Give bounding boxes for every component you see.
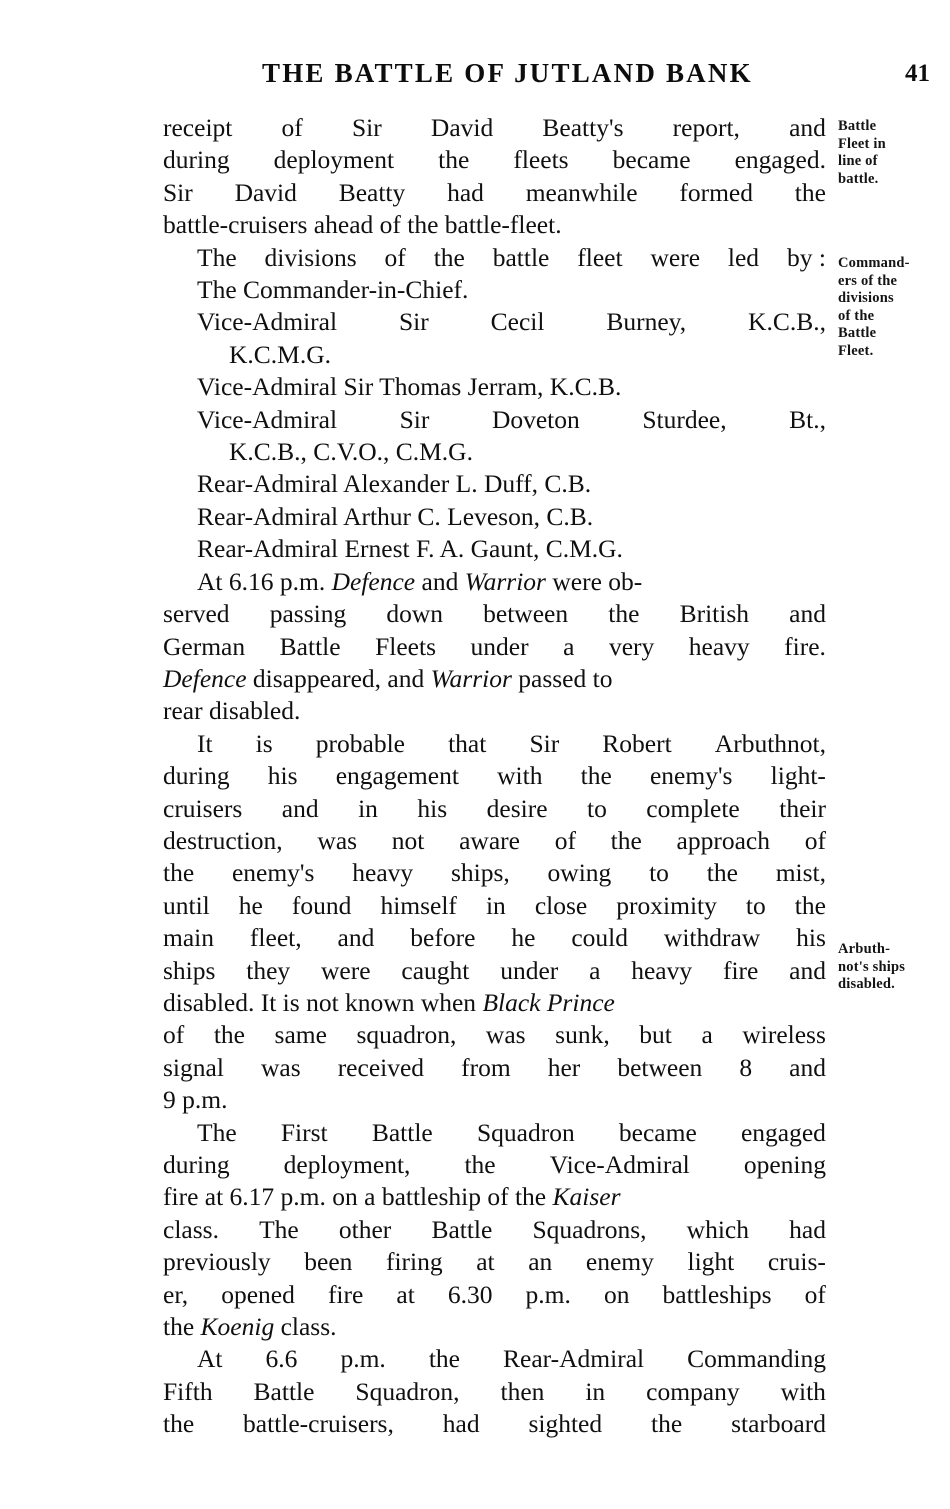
- word: receipt: [163, 113, 233, 142]
- word: destruction,: [163, 825, 283, 855]
- word: British: [679, 599, 749, 629]
- word: his: [267, 761, 298, 791]
- word: deployment: [273, 145, 395, 175]
- paragraph: [163, 112, 826, 242]
- word: could: [571, 923, 628, 953]
- text-line: rear disabled.: [163, 696, 301, 726]
- text-line: [163, 728, 826, 760]
- list-item: Rear-Admiral Alexander L. Duff, C.B.: [197, 469, 592, 499]
- word: Sir: [399, 404, 430, 434]
- word: Battle: [431, 1214, 493, 1244]
- ship-name: Defence: [331, 566, 416, 596]
- word: engaged: [740, 1117, 826, 1147]
- word: the: [428, 1344, 460, 1374]
- text-line: [163, 1181, 826, 1213]
- word: under: [470, 631, 529, 661]
- word: a: [589, 955, 601, 985]
- sidenote-line: not's ships: [838, 958, 906, 975]
- word: at: [476, 1247, 495, 1277]
- word: wireless: [742, 1020, 826, 1050]
- page-number: 41: [905, 60, 930, 87]
- text-run: were ob-: [545, 566, 643, 596]
- word: of: [554, 825, 576, 855]
- word: were: [321, 955, 371, 985]
- word: Cecil: [490, 307, 545, 337]
- word: Vice-Admiral: [197, 404, 338, 434]
- word: The: [197, 242, 237, 272]
- word: aware: [459, 825, 520, 855]
- word: found: [291, 890, 352, 920]
- text-run: and: [415, 566, 465, 596]
- sidenote-line: Battle: [838, 325, 877, 341]
- word: the: [580, 761, 612, 791]
- word: down: [386, 599, 444, 629]
- word: of: [804, 825, 826, 855]
- text-line: [163, 987, 826, 1019]
- word: fire: [327, 1279, 364, 1309]
- word: himself: [380, 890, 457, 920]
- text-run: class.: [274, 1312, 337, 1342]
- word: they: [246, 955, 291, 985]
- word: probable: [315, 728, 405, 758]
- word: with: [780, 1376, 826, 1406]
- text-line: [163, 631, 826, 663]
- word: sighted: [528, 1409, 603, 1439]
- word: on: [603, 1279, 630, 1309]
- word: the: [706, 858, 738, 888]
- sidenote-line: Fleet in: [838, 135, 886, 152]
- word: report,: [672, 113, 740, 142]
- word: the: [163, 858, 195, 888]
- word: was: [317, 825, 358, 855]
- ship-class: Kaiser: [552, 1182, 621, 1212]
- word: to: [745, 890, 766, 920]
- word: had: [442, 1409, 480, 1439]
- text-line: [163, 922, 826, 954]
- word: Beatty's: [542, 113, 624, 142]
- word: were: [650, 242, 701, 272]
- list-item-cont: K.C.M.G.: [229, 339, 332, 369]
- commanders-list: [163, 306, 826, 565]
- text-line: [163, 1311, 826, 1343]
- sidenote-line: Command-: [838, 255, 910, 271]
- word: the: [608, 599, 640, 629]
- word: meanwhile: [525, 177, 638, 207]
- word: First: [280, 1117, 328, 1147]
- word: Robert: [602, 728, 672, 758]
- word: the: [213, 1020, 245, 1050]
- word: Battle: [253, 1376, 315, 1406]
- word: Arbuthnot,: [714, 728, 826, 758]
- word: and: [789, 599, 826, 629]
- word: served: [163, 599, 230, 629]
- word: before: [410, 923, 476, 953]
- word: became: [618, 1117, 697, 1147]
- word: during: [163, 1150, 230, 1179]
- word: starboard: [731, 1409, 826, 1439]
- text-run: fire at 6.17 p.m. on a battleship of the: [163, 1182, 553, 1212]
- word: desire: [486, 793, 548, 823]
- text-line: 9 p.m.: [163, 1085, 228, 1115]
- word: p.m.: [525, 1279, 571, 1309]
- list-item: [163, 306, 826, 338]
- list-item: Rear-Admiral Ernest F. A. Gaunt, C.M.G.: [197, 534, 623, 564]
- word: Beatty: [338, 177, 406, 207]
- ship-name: Warrior: [430, 663, 512, 693]
- word: until: [163, 890, 210, 920]
- word: during: [163, 145, 230, 175]
- word: was: [260, 1052, 301, 1082]
- word: then: [500, 1376, 545, 1406]
- text-line: [163, 857, 826, 889]
- text-line: [163, 1343, 826, 1375]
- sidenote-line: Arbuth-: [838, 941, 891, 957]
- text-line: [163, 1052, 826, 1084]
- word: heavy: [352, 858, 414, 888]
- word: he: [511, 923, 536, 953]
- sidenote-line: disabled.: [838, 976, 896, 992]
- word: Fifth: [163, 1376, 213, 1406]
- word: and: [789, 113, 826, 142]
- word: to: [649, 858, 669, 888]
- text-line: [163, 177, 826, 209]
- word: and: [789, 955, 826, 985]
- word: is: [255, 728, 273, 758]
- text-line: [163, 1279, 826, 1311]
- word: Battle: [279, 631, 341, 661]
- text-line: The Commander-in-Chief.: [197, 275, 469, 305]
- text-line: [163, 1408, 826, 1440]
- text-line: [163, 1019, 826, 1051]
- word: close: [534, 890, 588, 920]
- word: received: [337, 1052, 425, 1082]
- word: sunk,: [555, 1020, 610, 1050]
- word: divisions: [264, 242, 357, 272]
- text-line: [163, 1149, 826, 1181]
- text-run: passed to: [511, 663, 613, 693]
- word: his: [417, 793, 448, 823]
- word: Sir: [351, 113, 382, 142]
- word: Sir: [398, 307, 429, 337]
- list-item-cont: K.C.B., C.V.O., C.M.G.: [229, 437, 473, 467]
- text-line: [163, 112, 826, 144]
- word: er,: [163, 1279, 189, 1309]
- sidenote-line: of the: [838, 307, 875, 324]
- word: under: [500, 955, 559, 985]
- word: light-: [770, 761, 826, 791]
- ship-name: Black Prince: [482, 987, 615, 1017]
- word: Squadron: [476, 1117, 575, 1147]
- text-line: [163, 1246, 826, 1278]
- word: enemy's: [649, 761, 733, 791]
- text-line: [163, 760, 826, 792]
- word: his: [796, 923, 826, 953]
- word: German: [163, 631, 246, 661]
- word: battleships: [662, 1279, 772, 1309]
- word: to: [586, 793, 607, 823]
- word: and: [281, 793, 319, 823]
- word: had: [789, 1214, 826, 1244]
- word: with: [497, 761, 543, 791]
- word: cruis-: [767, 1247, 826, 1277]
- word: passing: [269, 599, 347, 629]
- word: not: [391, 825, 425, 855]
- word: Doveton: [491, 404, 580, 434]
- text-line: [163, 793, 826, 825]
- word: squadron,: [356, 1020, 457, 1050]
- word: between: [483, 599, 569, 629]
- word: the: [438, 145, 470, 175]
- word: fleet: [577, 242, 623, 272]
- word: an: [528, 1247, 553, 1277]
- word: signal: [163, 1052, 224, 1082]
- ship-name: Defence: [163, 663, 247, 693]
- word: battle-cruisers,: [243, 1409, 394, 1439]
- word: Fleets: [375, 631, 436, 661]
- word: fleet,: [249, 923, 302, 953]
- word: engagement: [335, 761, 459, 791]
- word: opened: [221, 1279, 295, 1309]
- text-line: [163, 1214, 826, 1246]
- word: a: [563, 631, 575, 661]
- ship-name: Warrior: [464, 566, 546, 596]
- word: main: [163, 923, 214, 953]
- ship-class: Koenig: [200, 1312, 275, 1342]
- sidenote-line: battle.: [838, 170, 879, 187]
- word: class.: [163, 1214, 219, 1244]
- text-column: [163, 112, 826, 1441]
- word: Sir: [163, 177, 193, 207]
- word: p.m.: [340, 1344, 386, 1374]
- word: engaged.: [734, 145, 826, 175]
- word: he: [238, 890, 263, 920]
- paragraph: [163, 566, 826, 728]
- word: that: [448, 728, 487, 758]
- word: deployment,: [283, 1150, 411, 1179]
- text-line: [163, 1376, 826, 1408]
- word: had: [447, 177, 484, 207]
- word: cruisers: [163, 793, 243, 823]
- sidenote-line: Battle: [838, 118, 877, 134]
- word: the: [163, 1409, 195, 1439]
- word: company: [646, 1376, 740, 1406]
- word: owing: [547, 858, 612, 888]
- sidenote-line: line of: [838, 153, 878, 169]
- word: 8: [739, 1052, 753, 1082]
- sidenote-battle-fleet-line-of-battle: [838, 118, 948, 188]
- text-run: the: [163, 1312, 201, 1342]
- word: heavy: [688, 631, 750, 661]
- word: of: [163, 1020, 185, 1050]
- word: Squadrons,: [532, 1214, 647, 1244]
- word: heavy: [631, 955, 693, 985]
- word: and: [337, 923, 375, 953]
- word: the: [651, 1409, 683, 1439]
- word: by :: [786, 242, 826, 272]
- text-line: battle-cruisers ahead of the battle-fleet.: [163, 210, 562, 240]
- word: in: [358, 793, 378, 823]
- word: Sturdee,: [642, 404, 727, 434]
- word: formed: [679, 177, 753, 207]
- word: At: [197, 1344, 223, 1374]
- paragraph: [163, 242, 826, 307]
- word: same: [274, 1020, 327, 1050]
- running-head: [0, 58, 950, 98]
- word: from: [461, 1052, 511, 1082]
- sidenote-arbuthnot-ships-disabled: [838, 941, 948, 994]
- word: withdraw: [663, 923, 761, 953]
- word: fire: [722, 955, 759, 985]
- word: of: [384, 242, 406, 272]
- word: K.C.B.,: [748, 307, 826, 337]
- word: between: [617, 1052, 703, 1082]
- text-line: [163, 955, 826, 987]
- text-line: [163, 663, 826, 695]
- word: became: [612, 145, 691, 175]
- word: 6.30: [447, 1279, 493, 1309]
- sidenote-line: divisions: [838, 290, 894, 306]
- word: the: [794, 177, 826, 207]
- word: Squadron,: [355, 1376, 460, 1406]
- text-line: [163, 1117, 826, 1149]
- word: enemy's: [231, 858, 315, 888]
- text-line: [163, 566, 826, 598]
- paragraph: [163, 728, 826, 1117]
- word: of: [281, 113, 303, 142]
- word: Battle: [371, 1117, 433, 1147]
- word: opening: [743, 1150, 826, 1179]
- word: which: [686, 1214, 749, 1244]
- sidenote-line: ers of the: [838, 272, 898, 289]
- word: Vice-Admiral: [197, 307, 338, 337]
- paragraph: [163, 1117, 826, 1344]
- page-title: THE BATTLE OF JUTLAND BANK: [262, 58, 753, 88]
- list-item: Rear-Admiral Arthur C. Leveson, C.B.: [197, 501, 594, 531]
- word: led: [727, 242, 760, 272]
- word: previously: [163, 1247, 271, 1277]
- word: complete: [646, 793, 740, 823]
- word: but: [639, 1020, 672, 1050]
- word: ships: [163, 955, 216, 985]
- word: Vice-Admiral: [549, 1150, 690, 1179]
- word: light: [687, 1247, 735, 1277]
- word: firing: [385, 1247, 443, 1277]
- word: battle: [492, 242, 550, 272]
- sidenote-commanders-of-divisions: [838, 255, 948, 360]
- list-item: Vice-Admiral Sir Thomas Jerram, K.C.B.: [197, 372, 622, 402]
- word: their: [779, 793, 826, 823]
- word: been: [304, 1247, 353, 1277]
- word: enemy: [585, 1247, 654, 1277]
- text-line: [163, 890, 826, 922]
- word: Sir: [529, 728, 560, 758]
- word: David: [430, 113, 494, 142]
- text-line: [163, 242, 826, 274]
- word: caught: [401, 955, 470, 985]
- word: fleets: [513, 145, 569, 175]
- text-line: [163, 598, 826, 630]
- word: Rear-Admiral: [503, 1344, 645, 1374]
- word: in: [585, 1376, 606, 1406]
- word: Commanding: [687, 1344, 826, 1374]
- word: was: [485, 1020, 526, 1050]
- sidenote-line: Fleet.: [838, 342, 874, 359]
- text-run: disappeared, and: [246, 663, 431, 693]
- word: Bt.,: [789, 404, 826, 434]
- word: The: [259, 1214, 299, 1244]
- word: of: [804, 1279, 826, 1309]
- word: a: [701, 1020, 713, 1050]
- word: the: [433, 242, 465, 272]
- list-item: [163, 404, 826, 436]
- word: during: [163, 761, 230, 791]
- word: 6.6: [265, 1344, 298, 1374]
- word: The: [197, 1117, 237, 1147]
- paragraph: [163, 1343, 826, 1440]
- text-run: disabled. It is not known when: [163, 987, 483, 1017]
- word: approach: [676, 825, 770, 855]
- word: her: [547, 1052, 581, 1082]
- word: David: [234, 177, 297, 207]
- text-run: At 6.16 p.m.: [197, 566, 332, 596]
- word: very: [608, 631, 655, 661]
- word: the: [464, 1150, 496, 1179]
- word: the: [610, 825, 642, 855]
- text-line: [163, 144, 826, 176]
- word: mist,: [775, 858, 826, 888]
- word: at: [396, 1279, 415, 1309]
- word: in: [485, 890, 506, 920]
- word: Burney,: [606, 307, 687, 337]
- word: and: [789, 1052, 826, 1082]
- word: It: [197, 728, 213, 758]
- word: ships,: [450, 858, 510, 888]
- word: fire.: [784, 631, 826, 661]
- word: other: [338, 1214, 392, 1244]
- word: the: [794, 890, 826, 920]
- text-line: [163, 825, 826, 857]
- word: proximity: [616, 890, 717, 920]
